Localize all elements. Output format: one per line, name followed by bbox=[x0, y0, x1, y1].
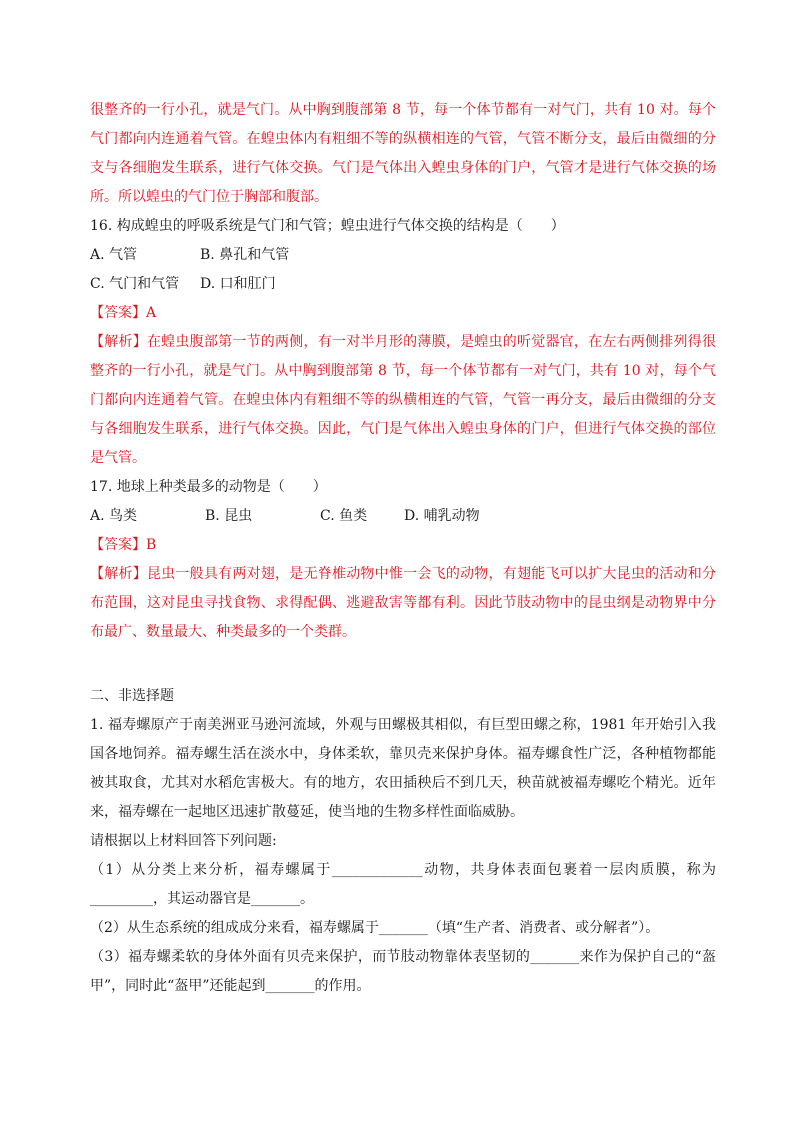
question-16-analysis bbox=[90, 328, 716, 473]
question-16-stem: 16. 构成蝗虫的呼吸系统是气门和气管；蝗虫进行气体交换的结构是（ ） bbox=[90, 218, 565, 234]
q17-option-c: C. 鱼类 bbox=[320, 508, 368, 524]
section-2-heading: 二、非选择题 bbox=[90, 688, 174, 704]
q17-option-b: B. 昆虫 bbox=[205, 508, 253, 524]
question-17-stem: 17. 地球上种类最多的动物是（ ） bbox=[90, 479, 327, 495]
q16-option-a: A. 气管 bbox=[90, 247, 138, 263]
question-16-answer: 【答案】A bbox=[90, 305, 157, 321]
question-17-analysis bbox=[90, 560, 716, 647]
continuation-analysis: 很整齐的一行小孔，就是气门。从中胸到腹部第 8 节，每一个体节都有一对气门，共有 10 对。每个气门都向内连通着气管。在蝗虫体内有粗细不等的纵横相连的气管，气管不断分支，最后由微细的分支与各细胞发生联系，进行气体交换。气门是气体出入蝗虫身体的门户，气管才是进行气体交换的场所。所以蝗虫的气门位于胸部和腹部。 bbox=[90, 102, 716, 205]
analysis-label: 【解析】 bbox=[90, 566, 147, 582]
question-1-material: 1. 福寿螺原产于南美洲亚马逊河流域，外观与田螺极其相似，有巨型田螺之称，1981 年开始引入我国各地饲养。福寿螺生活在淡水中，身体柔软，靠贝壳来保护身体。福寿螺食性广泛，各种植物都能被其取食，尤其对水稻危害极大。有的地方，农田插秧后不到几天，秧苗就被福寿螺吃个精光。近年来，福寿螺在一起地区迅速扩散蔓延，使当地的生物多样性面临威胁。 bbox=[90, 717, 716, 820]
question-16-options-row-1 bbox=[90, 241, 716, 270]
q16-option-d: D. 口和肛门 bbox=[200, 276, 276, 292]
section-spacer bbox=[90, 647, 716, 682]
q17-option-a: A. 鸟类 bbox=[90, 508, 138, 524]
question-1-sub-3: （3）福寿螺柔软的身体外面有贝壳来保护，而节肢动物靠体表坚韧的_______来作为保护自己的“盔甲”，同时此“盔甲”还能起到_______的作用。 bbox=[90, 949, 716, 994]
question-17-answer: 【答案】B bbox=[90, 537, 157, 553]
content-column bbox=[90, 96, 716, 1001]
analysis-text: 在蝗虫腹部第一节的两侧，有一对半月形的薄膜，是蝗虫的听觉器官，在左右两侧排列得很整齐的一行小孔，就是气门。从中胸到腹部第 8 节，每一个体节都有一对气门，共有 10 对，每个气门都向内连通着气管。在蝗虫体内有粗细不等的纵横相连的气管，气管一再分支，最后由微细的分支与各细胞发生联系，进行气体交换。因此，气门是气体出入蝗虫身体的门户，但进行气体交换的部位是气管。 bbox=[90, 334, 717, 466]
question-17-options bbox=[90, 502, 716, 531]
question-1-sub-2: （2）从生态系统的组成成分来看，福寿螺属于_______（填“生产者、消费者、或分解者”）。 bbox=[90, 920, 660, 936]
question-16-options-row-2 bbox=[90, 270, 716, 299]
q17-option-d: D. 哺乳动物 bbox=[404, 508, 480, 524]
q16-option-c: C. 气门和气管 bbox=[90, 276, 180, 292]
question-1-sub-1: （1）从分类上来分析，福寿螺属于_____________动物，共身体表面包裹着一层肉质膜，称为_________，其运动器官是_______。 bbox=[90, 862, 716, 907]
analysis-label: 【解析】 bbox=[90, 334, 147, 350]
q16-option-b: B. 鼻孔和气管 bbox=[200, 247, 290, 263]
question-1-prompt: 请根据以上材料回答下列问题: bbox=[90, 833, 277, 849]
analysis-text: 昆虫一般具有两对翅，是无脊椎动物中惟一会飞的动物，有翅能飞可以扩大昆虫的活动和分布范围，这对昆虫寻找食物、求得配偶、逃避敌害等都有利。因此节肢动物中的昆虫纲是动物界中分布最广、数量最大、种类最多的一个类群。 bbox=[90, 566, 717, 640]
